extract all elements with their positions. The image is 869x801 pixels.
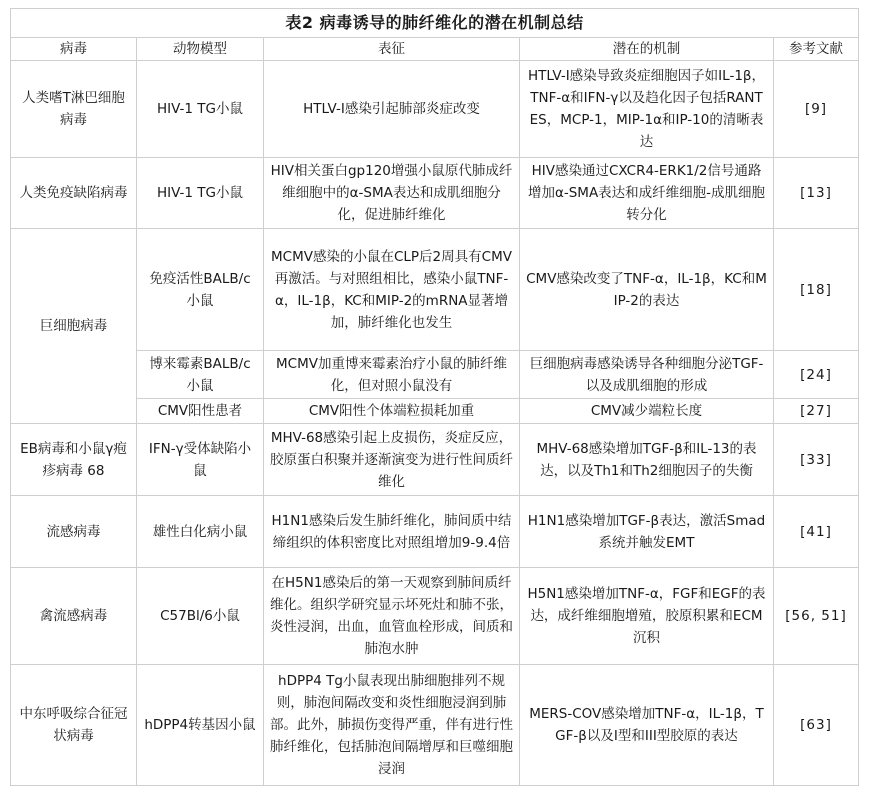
- mechanism-cell: CMV感染改变了TNF-α，IL-1β，KC和MIP-2的表达: [520, 229, 774, 351]
- model-cell: 免疫活性BALB/c小鼠: [137, 229, 264, 351]
- table-row: [11, 665, 859, 786]
- model-cell: hDPP4转基因小鼠: [137, 665, 264, 786]
- header-virus: 病毒: [11, 38, 137, 61]
- mechanism-cell: H5N1感染增加TNF-α，FGF和EGF的表达，成纤维细胞增殖，胶原积累和ECM沉积: [520, 568, 774, 665]
- reference-cell: [56, 51]: [774, 568, 859, 665]
- phenotype-cell: MCMV加重博来霉素治疗小鼠的肺纤维化，但对照小鼠没有: [264, 351, 520, 399]
- header-mechanism: 潜在的机制: [520, 38, 774, 61]
- reference-cell: [63]: [774, 665, 859, 786]
- phenotype-cell: 在H5N1感染后的第一天观察到肺间质纤维化。组织学研究显示坏死灶和肺不张，炎性浸润，出血，血管血栓形成，间质和肺泡水肿: [264, 568, 520, 665]
- phenotype-cell: HIV相关蛋白gp120增强小鼠原代肺成纤维细胞中的α-SMA表达和成肌细胞分化，促进肺纤维化: [264, 158, 520, 229]
- reference-cell: [27]: [774, 399, 859, 424]
- virus-cell: 人类免疫缺陷病毒: [11, 158, 137, 229]
- table-row: [11, 496, 859, 568]
- virus-cell: EB病毒和小鼠γ疱疹病毒 68: [11, 424, 137, 496]
- header-reference: 参考文献: [774, 38, 859, 61]
- mechanism-cell: HIV感染通过CXCR4-ERK1/2信号通路增加α-SMA表达和成纤维细胞-成肌细胞转分化: [520, 158, 774, 229]
- mechanism-cell: MHV-68感染增加TGF-β和IL-13的表达，以及Th1和Th2细胞因子的失衡: [520, 424, 774, 496]
- virus-cell: 禽流感病毒: [11, 568, 137, 665]
- virus-cell: 中东呼吸综合征冠状病毒: [11, 665, 137, 786]
- model-cell: HIV-1 TG小鼠: [137, 158, 264, 229]
- mechanism-cell: HTLV-I感染导致炎症细胞因子如IL-1β，TNF-α和IFN-γ以及趋化因子包括RANTES，MCP-1，MIP-1α和IP-10的清晰表达: [520, 61, 774, 158]
- header-animal-model: 动物模型: [137, 38, 264, 61]
- table-row: [11, 229, 859, 351]
- phenotype-cell: MCMV感染的小鼠在CLP后2周具有CMV再激活。与对照组相比，感染小鼠TNF-α，IL-1β，KC和MIP-2的mRNA显著增加，肺纤维化也发生: [264, 229, 520, 351]
- reference-cell: [18]: [774, 229, 859, 351]
- virus-cell: 人类嗜T淋巴细胞病毒: [11, 61, 137, 158]
- table-row: [11, 351, 859, 399]
- model-cell: IFN-γ受体缺陷小鼠: [137, 424, 264, 496]
- mechanism-cell: MERS-COV感染增加TNF-α，IL-1β，TGF-β以及I型和III型胶原的表达: [520, 665, 774, 786]
- virus-cell: 流感病毒: [11, 496, 137, 568]
- phenotype-cell: CMV阳性个体端粒损耗加重: [264, 399, 520, 424]
- header-phenotype: 表征: [264, 38, 520, 61]
- table-row: [11, 424, 859, 496]
- phenotype-cell: HTLV-I感染引起肺部炎症改变: [264, 61, 520, 158]
- virus-cell: 巨细胞病毒: [11, 229, 137, 424]
- table-row: [11, 399, 859, 424]
- reference-cell: [33]: [774, 424, 859, 496]
- reference-cell: [9]: [774, 61, 859, 158]
- model-cell: HIV-1 TG小鼠: [137, 61, 264, 158]
- mechanism-cell: 巨细胞病毒感染诱导各种细胞分泌TGF-以及成肌细胞的形成: [520, 351, 774, 399]
- mechanism-cell: H1N1感染增加TGF-β表达，激活Smad系统并触发EMT: [520, 496, 774, 568]
- mechanism-summary-table: [10, 8, 859, 786]
- reference-cell: [13]: [774, 158, 859, 229]
- table-row: [11, 568, 859, 665]
- table-row: [11, 61, 859, 158]
- model-cell: 雄性白化病小鼠: [137, 496, 264, 568]
- table-title: 表2 病毒诱导的肺纤维化的潜在机制总结: [11, 9, 859, 38]
- model-cell: CMV阳性患者: [137, 399, 264, 424]
- phenotype-cell: hDPP4 Tg小鼠表现出肺细胞排列不规则，肺泡间隔改变和炎性细胞浸润到肺部。此外，肺损伤变得严重，伴有进行性肺纤维化，包括肺泡间隔增厚和巨噬细胞浸润: [264, 665, 520, 786]
- model-cell: C57Bl/6小鼠: [137, 568, 264, 665]
- reference-cell: [24]: [774, 351, 859, 399]
- mechanism-summary-table-container: [10, 8, 858, 786]
- phenotype-cell: MHV-68感染引起上皮损伤，炎症反应，胶原蛋白积聚并逐渐演变为进行性间质纤维化: [264, 424, 520, 496]
- header-row: [11, 38, 859, 61]
- reference-cell: [41]: [774, 496, 859, 568]
- table-row: [11, 158, 859, 229]
- model-cell: 博来霉素BALB/c小鼠: [137, 351, 264, 399]
- mechanism-cell: CMV减少端粒长度: [520, 399, 774, 424]
- phenotype-cell: H1N1感染后发生肺纤维化，肺间质中结缔组织的体积密度比对照组增加9-9.4倍: [264, 496, 520, 568]
